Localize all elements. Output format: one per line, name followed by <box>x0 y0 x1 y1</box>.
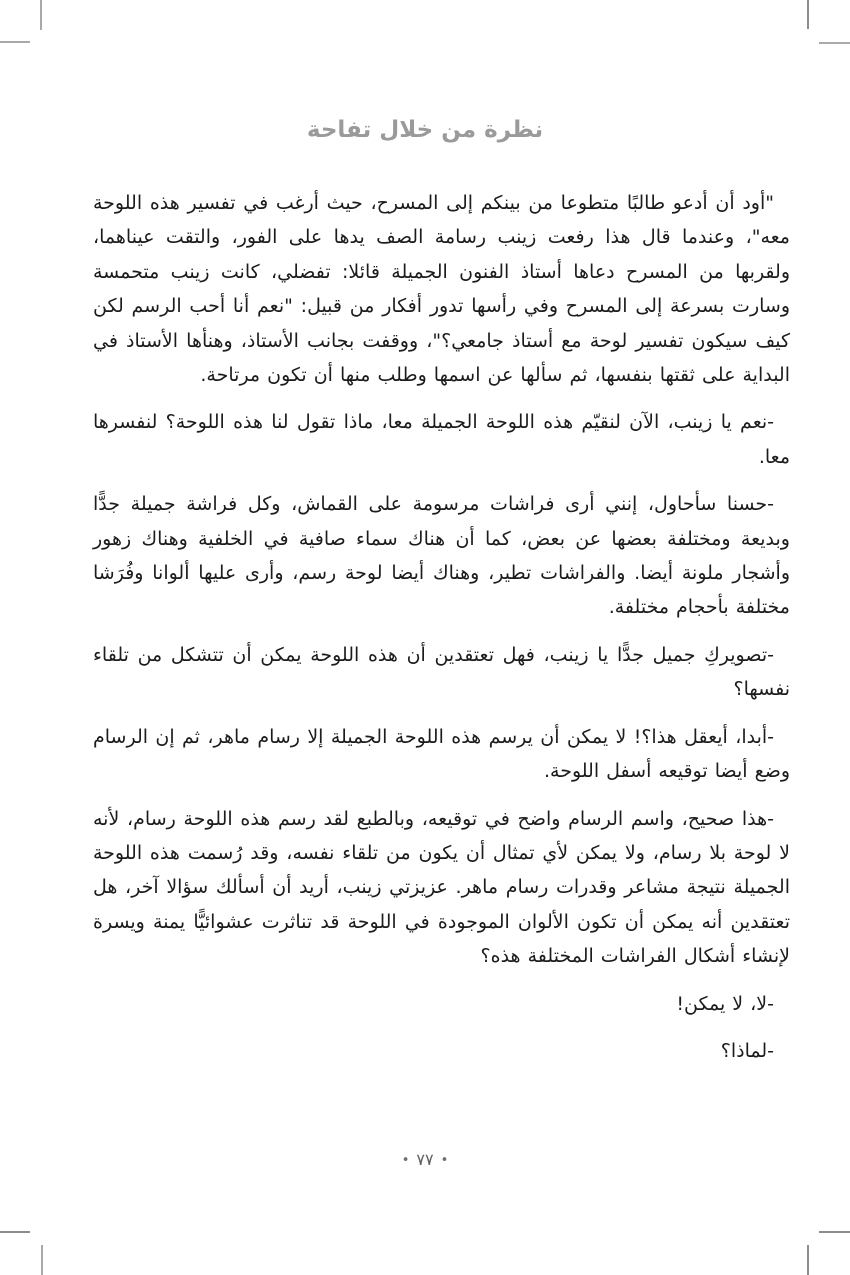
dialogue-paragraph-2: -حسنا سأحاول، إنني أرى فراشات مرسومة على القماش، وكل فراشة جميلة جدًّا وبديعة ومختلفة بعضها عن بعض، كما أن هناك سماء صافية في الخلفية وهناك زهور وأشجار ملونة أيضا. والفراشات تطير، وهناك أيضا لوحة رسم، وأرى عليها ألوانا وفُرَشا مختلفة بأحجام مختلفة. <box>93 493 790 619</box>
dialogue-paragraph-5: -هذا صحيح، واسم الرسام واضح في توقيعه، وبالطبع لقد رسم هذه اللوحة رسام، لأنه لا لوحة بلا رسام، ولا يمكن لأي تمثال أن يكون من تلقاء نفسه، وقد رُسمت هذه اللوحة الجميلة نتيجة مشاعر وقدرات رسام ماهر. عزيزتي زينب، أريد أن أسألك سؤالا آخر، هل تعتقدين أنه يمكن أن تكون الألوان الموجودة في اللوحة قد تناثرت عشوائيًّا يمنة ويسرة لإنشاء أشكال الفراشات المختلفة هذه؟ <box>93 807 790 968</box>
dialogue-paragraph-1: -نعم يا زينب، الآن لنقيّم هذه اللوحة الجميلة معا، ماذا تقول لنا هذه اللوحة؟ لنفسرها معا. <box>93 411 790 468</box>
crop-mark-top-right-vertical <box>807 0 809 29</box>
body-text <box>93 186 790 1068</box>
crop-mark-top-left-vertical <box>40 0 42 30</box>
dialogue-paragraph-6: -لا، لا يمكن! <box>676 992 774 1015</box>
page-number: ٧٧ <box>416 1150 434 1169</box>
dialogue-paragraph-7: -لماذا؟ <box>720 1039 774 1062</box>
page-footer <box>0 1148 850 1173</box>
footer-dot-icon: • <box>401 1153 410 1168</box>
crop-mark-bottom-right-horizontal <box>819 1231 850 1233</box>
crop-mark-top-right-horizontal <box>819 42 850 44</box>
dialogue-paragraph-4: -أبدا، أيعقل هذا؟! لا يمكن أن يرسم هذه اللوحة الجميلة إلا رسام ماهر، ثم إن الرسام وضع أيضا توقيعه أسفل اللوحة. <box>93 725 790 783</box>
crop-mark-bottom-left-horizontal <box>0 1231 30 1233</box>
footer-dot-icon: • <box>440 1153 449 1168</box>
narration-paragraph: "أود أن أدعو طالبًا متطوعا من بينكم إلى المسرح، حيث أرغب في تفسير هذه اللوحة معه"، وعندما قال هذا رفعت زينب رسامة الصف يدها على الفور، والتقت عيناهما، ولقربها من المسرح دعاها أستاذ الفنون الجميلة قائلا: تفضلي، كانت زينب متحمسة وسارت بسرعة إلى المسرح وفي رأسها تدور أفكار من قبيل: "نعم أنا أحب الرسم لكن كيف سيكون تفسير لوحة مع أستاذ جامعي؟"، ووقفت بجانب الأستاذ، وهنأها الأستاذ في البداية على ثقتها بنفسها، ثم سألها عن اسمها وطلب منها أن تكون مرتاحة. <box>93 192 790 387</box>
crop-mark-top-left-horizontal <box>0 41 30 43</box>
crop-mark-bottom-right-vertical <box>807 1245 809 1275</box>
chapter-title: نظرة من خلال تفاحة <box>306 117 544 143</box>
crop-mark-bottom-left-vertical <box>41 1245 43 1275</box>
dialogue-paragraph-3: -تصويركِ جميل جدًّا يا زينب، فهل تعتقدين أن هذه اللوحة يمكن أن تتشكل من تلقاء نفسها؟ <box>93 643 790 701</box>
